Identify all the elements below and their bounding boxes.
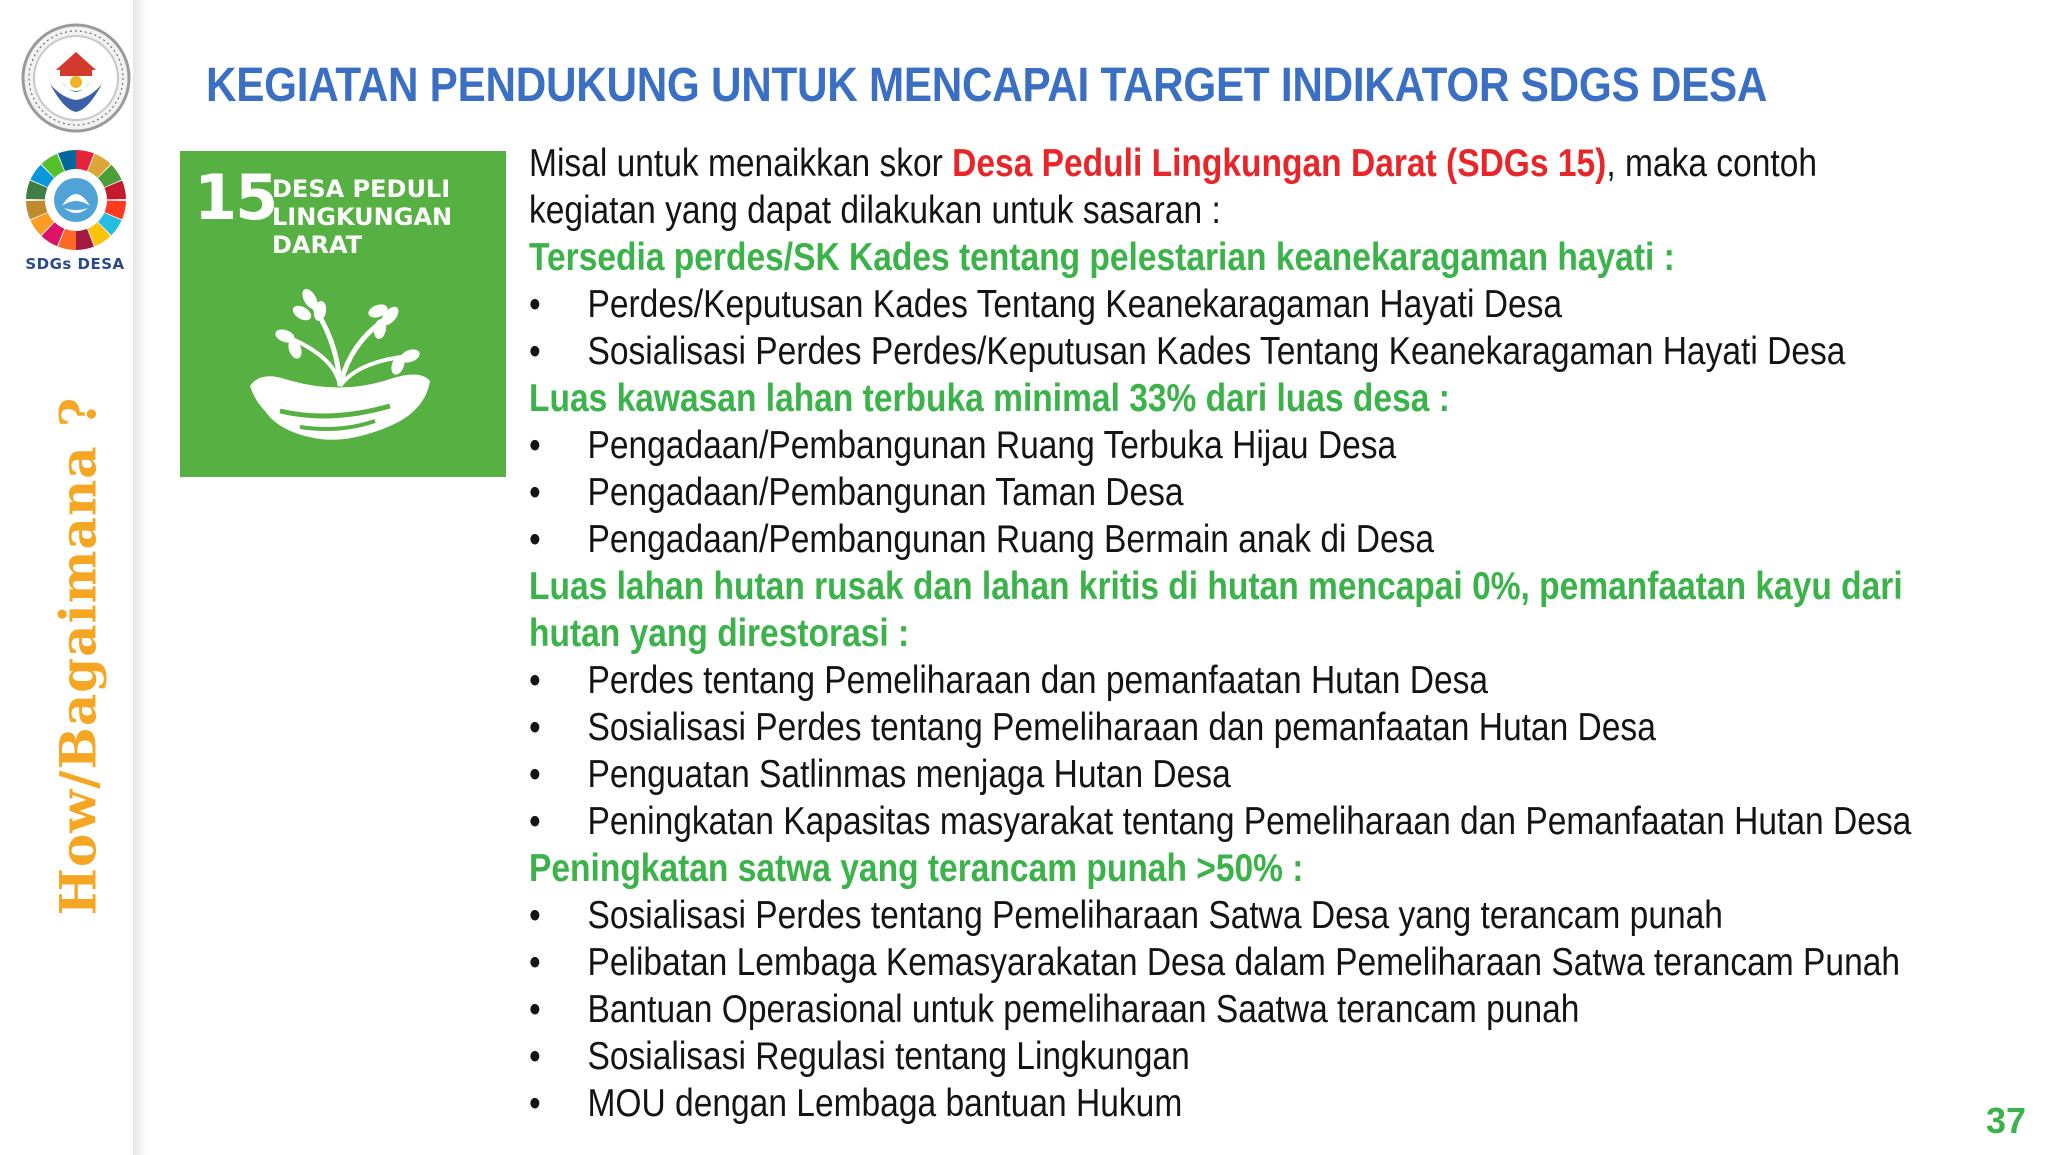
list-item [529, 516, 1802, 563]
bullet-icon: • [529, 894, 541, 937]
list-item-text: Pengadaan/Pembangunan Ruang Terbuka Hijau Desa [587, 424, 1397, 467]
list-item-text: Perdes/Keputusan Kades Tentang Keanekaragaman Hayati Desa [587, 283, 1563, 326]
page-number: 37 [1986, 1100, 2027, 1141]
list-item [529, 469, 1802, 516]
list-item-text: Penguatan Satlinmas menjaga Hutan Desa [587, 753, 1231, 796]
list-item [529, 751, 1802, 798]
rice-plant-hand-icon [240, 261, 440, 461]
bullet-icon: • [529, 283, 541, 326]
list-item-text: Peningkatan Kapasitas masyarakat tentang Pemeliharaan dan Pemanfaatan Hutan Desa [587, 800, 1912, 843]
list-item [529, 281, 1802, 328]
list-item-text: Bantuan Operasional untuk pemeliharaan Saatwa terancam punah [587, 988, 1580, 1031]
bullet-icon: • [529, 471, 541, 514]
sdgs-desa-logo-label: SDGs DESA [25, 255, 125, 273]
section-3 [529, 563, 1912, 845]
list-item [529, 704, 1802, 751]
bullet-icon: • [529, 330, 541, 373]
intro-suffix: , maka contoh [1606, 142, 1818, 185]
list-item [529, 328, 1846, 375]
page-title: KEGIATAN PENDUKUNG UNTUK MENCAPAI TARGET INDIKATOR SDGS DESA [206, 59, 1768, 112]
list-item-text: Perdes tentang Pemeliharaan dan pemanfaatan Hutan Desa [587, 659, 1489, 702]
list-item [529, 657, 1802, 704]
bullet-icon: • [529, 800, 541, 843]
intro-line-1 [529, 140, 1818, 187]
list-item [529, 1033, 1802, 1080]
section-2 [529, 375, 1802, 563]
list-item-text: Sosialisasi Perdes tentang Pemeliharaan Satwa Desa yang terancam punah [587, 894, 1723, 937]
list-item [529, 798, 1912, 845]
list-item [529, 986, 1802, 1033]
intro-highlight: Desa Peduli Lingkungan Darat (SDGs 15) [952, 142, 1607, 185]
sdgs-desa-logo-icon [24, 148, 128, 252]
section-heading: Tersedia perdes/SK Kades tentang pelestarian keanekaragaman hayati : [529, 236, 1675, 279]
bullet-icon: • [529, 753, 541, 796]
kemendes-logo-icon [20, 22, 132, 134]
section-1 [529, 234, 1846, 375]
sdg-name: DESA PEDULI LINGKUNGAN DARAT [272, 175, 453, 259]
sdg-number: 15 [194, 161, 277, 234]
list-item [529, 939, 1901, 986]
bullet-icon: • [529, 706, 541, 749]
section-heading: Peningkatan satwa yang terancam punah >50% : [529, 847, 1304, 890]
list-item [529, 892, 1802, 939]
sidebar [0, 0, 142, 1155]
list-item-text: Sosialisasi Perdes tentang Pemeliharaan dan pemanfaatan Hutan Desa [587, 706, 1656, 749]
how-bagaimana-label: How/Bagaimana ? [48, 396, 108, 916]
list-item-text: MOU dengan Lembaga bantuan Hukum [587, 1082, 1183, 1125]
bullet-icon: • [529, 988, 541, 1031]
bullet-icon: • [529, 659, 541, 702]
list-item-text: Sosialisasi Perdes Perdes/Keputusan Kades Tentang Keanekaragaman Hayati Desa [587, 330, 1846, 373]
sidebar-divider [133, 0, 147, 1155]
bullet-icon: • [529, 1082, 541, 1125]
list-item-text: Sosialisasi Regulasi tentang Lingkungan [587, 1035, 1190, 1078]
list-item [529, 1080, 1802, 1127]
list-item-text: Pelibatan Lembaga Kemasyarakatan Desa dalam Pemeliharaan Satwa terancam Punah [587, 941, 1901, 984]
intro-prefix: Misal untuk menaikkan skor [529, 142, 953, 185]
sdg-15-tile [180, 151, 506, 477]
intro-line-2: kegiatan yang dapat dilakukan untuk sasaran : [529, 189, 1221, 232]
section-heading: Luas lahan hutan rusak dan lahan kritis di hutan mencapai 0%, pemanfaatan kayu dari [529, 565, 1903, 608]
section-4 [529, 845, 1901, 1127]
content-body [529, 140, 1912, 1127]
bullet-icon: • [529, 1035, 541, 1078]
section-heading-line-2: hutan yang direstorasi : [529, 612, 910, 655]
list-item-text: Pengadaan/Pembangunan Ruang Bermain anak di Desa [587, 518, 1435, 561]
section-heading: Luas kawasan lahan terbuka minimal 33% dari luas desa : [529, 377, 1450, 420]
bullet-icon: • [529, 424, 541, 467]
bullet-icon: • [529, 518, 541, 561]
bullet-icon: • [529, 941, 541, 984]
list-item-text: Pengadaan/Pembangunan Taman Desa [587, 471, 1184, 514]
list-item [529, 422, 1802, 469]
